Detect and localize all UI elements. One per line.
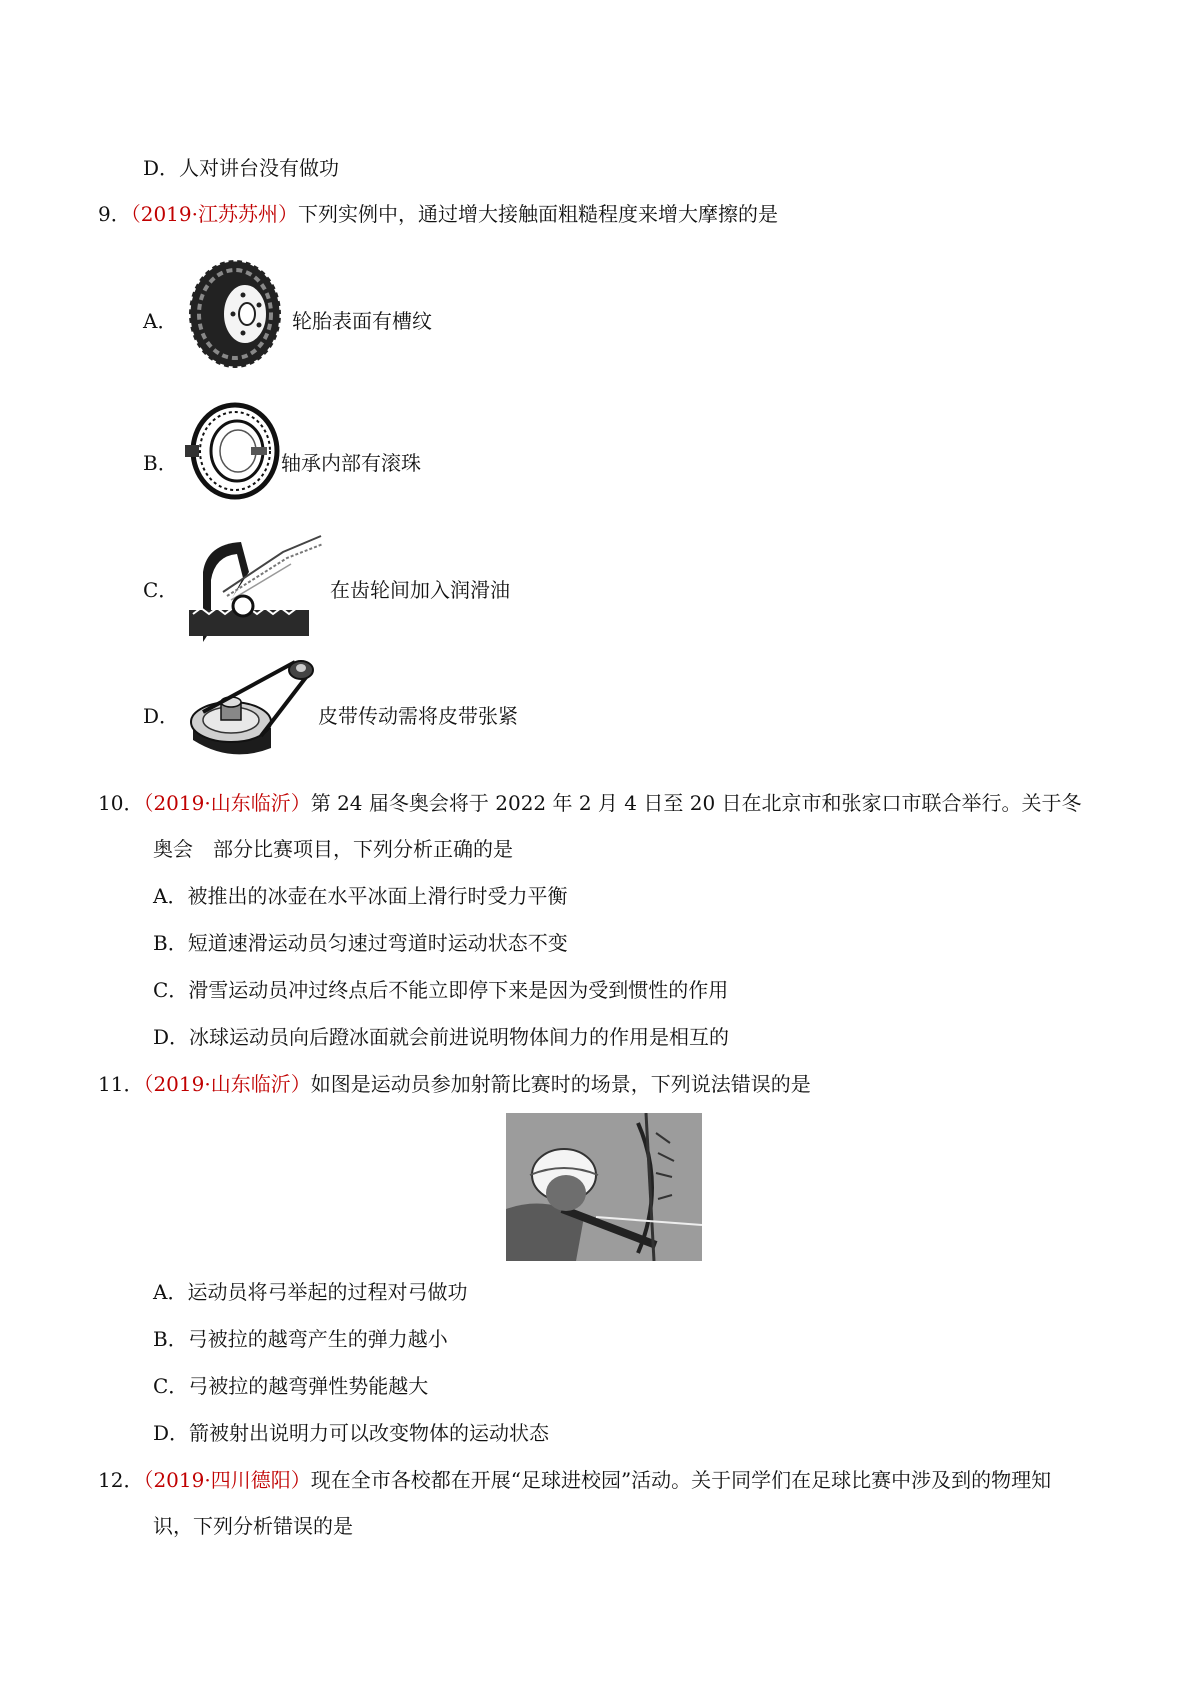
q9-source: （2019·江苏苏州） [130, 202, 298, 226]
q10-stem-line1 [98, 789, 1082, 817]
q10-option-d: D．冰球运动员向后蹬冰面就会前进说明物体间力的作用是相互的 [153, 1025, 730, 1049]
q11-option-b: B．弓被拉的越弯产生的弹力越小 [153, 1327, 448, 1351]
q11-option-d: D．箭被射出说明力可以改变物体的运动状态 [153, 1421, 550, 1445]
q11-option-a: A．运动员将弓举起的过程对弓做功 [153, 1280, 468, 1304]
q10-source: （2019·山东临沂） [143, 791, 311, 815]
q9-option-a-letter: A． [143, 309, 178, 333]
archer-photo [506, 1113, 702, 1261]
q12-stem-part1: 现在全市各校都在开展“足球进校园”活动。关于同学们在足球比赛中涉及到的物理知 [310, 1468, 1052, 1492]
q12-number: 12． [98, 1468, 144, 1492]
q12-stem-line1 [98, 1466, 1051, 1494]
bearing-icon [183, 401, 283, 501]
q9-option-d-text: 皮带传动需将皮带张紧 [318, 704, 518, 728]
tire-icon [183, 257, 288, 372]
q12-stem-line2: 识，下列分析错误的是 [153, 1514, 353, 1538]
q10-option-a: A．被推出的冰壶在水平冰面上滑行时受力平衡 [153, 884, 568, 908]
q9-option-d-letter: D． [143, 704, 180, 728]
q9-option-a-text: 轮胎表面有槽纹 [292, 309, 432, 333]
q9-option-c-letter: C． [143, 578, 179, 602]
q9-option-b-text: 轴承内部有滚珠 [281, 451, 421, 475]
q9-stem-line [98, 200, 778, 228]
q8-option-d: D．人对讲台没有做功 [143, 156, 340, 180]
q10-stem-part1: 第 24 届冬奥会将于 2022 年 2 月 4 日至 20 日在北京市和张家口市联合举行。关于冬 [310, 791, 1082, 815]
gear-oil-icon [183, 532, 325, 644]
q9-option-c-text: 在齿轮间加入润滑油 [330, 578, 510, 602]
belt-drive-icon [183, 656, 317, 768]
q11-source: （2019·山东临沂） [143, 1072, 311, 1096]
q9-stem: 下列实例中，通过增大接触面粗糙程度来增大摩擦的是 [298, 202, 778, 226]
q10-option-c: C．滑雪运动员冲过终点后不能立即停下来是因为受到惯性的作用 [153, 978, 729, 1002]
q9-number: 9． [98, 202, 131, 226]
q11-number: 11． [98, 1072, 144, 1096]
q11-stem-line [98, 1070, 811, 1098]
q11-stem: 如图是运动员参加射箭比赛时的场景，下列说法错误的是 [310, 1072, 811, 1096]
q10-number: 10． [98, 791, 144, 815]
q9-option-b-letter: B． [143, 451, 178, 475]
q10-option-b: B．短道速滑运动员匀速过弯道时运动状态不变 [153, 931, 568, 955]
q10-stem-line2: 奥会 部分比赛项目，下列分析正确的是 [153, 837, 513, 861]
q12-source: （2019·四川德阳） [143, 1468, 311, 1492]
q11-option-c: C．弓被拉的越弯弹性势能越大 [153, 1374, 429, 1398]
